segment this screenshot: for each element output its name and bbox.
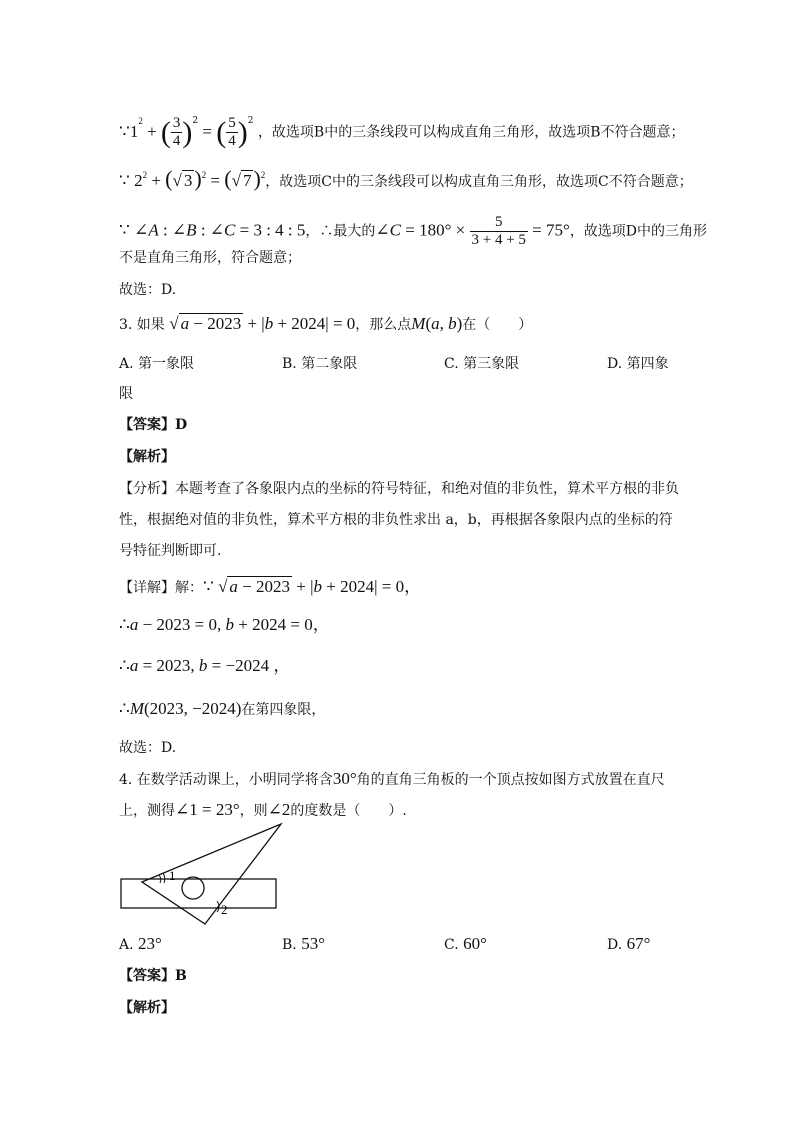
q3-option-c: C. 第三象限 — [444, 356, 520, 372]
q3-detail-2: ∴a − 2023 = 0, b + 2024 = 0， — [119, 615, 330, 634]
q4-option-c: C. 60° — [444, 934, 487, 953]
line-2-text: ，故选项C中的三条线段可以构成直角三角形，故选项C不符合题意； — [265, 174, 693, 190]
q4-option-d: D. 67° — [607, 934, 651, 953]
angle-1-arc-2 — [163, 873, 165, 883]
q4-stem-1: 4. 在数学活动课上，小明同学将含30°角的直角三角板的一个顶点按如图方式放置在直尺 — [119, 769, 665, 788]
q3-detail-4: ∴M(2023, −2024)在第四象限， — [119, 699, 326, 718]
angle-label-1: 1 — [169, 868, 176, 883]
q3-option-d: D. 第四象 — [607, 356, 669, 372]
q3-analysis-3: 号特征判断即可. — [119, 543, 222, 559]
q3-option-d-wrap: 限 — [119, 386, 133, 402]
q3-analysis-head: 【解析】 — [119, 449, 175, 465]
q3-option-a: A. 第一象限 — [119, 356, 195, 372]
line-1-text: ，故选项B中的三条线段可以构成直角三角形，故选项B不符合题意； — [257, 124, 685, 141]
ruler-hole — [182, 877, 204, 899]
ratio-equation: ∵ ∠A : ∠B : ∠C = 3 : 4 : 5 — [119, 220, 306, 240]
line-2 — [119, 166, 693, 192]
q4-figure — [115, 822, 285, 932]
line-3-text: ，故选项D中的三角形 — [569, 223, 708, 240]
q3-detail-3: ∴a = 2023, b = −2024 ， — [119, 656, 291, 675]
triangle — [142, 824, 281, 924]
q3-equation: √ a − 2023 + |b + 2024| = 0 — [169, 314, 356, 333]
q4-analysis-head: 【解析】 — [119, 1000, 175, 1016]
q3-option-b: B. 第二象限 — [282, 356, 358, 372]
q3-analysis-2: 性，根据绝对值的非负性，算术平方根的非负性求出 a，b，再根据各象限内点的坐标的符 — [119, 512, 673, 528]
equation-2: ∵ $2^2$ + (√ 3)$^2$ = (√ 7)$^2$ — [119, 166, 266, 191]
q4-stem-2: 上，测得∠1 = 23°，则∠2的度数是（ ）. — [119, 800, 407, 819]
line-4: 不是直角三角形，符合题意； — [119, 250, 301, 266]
q3-answer: 【答案】D — [119, 417, 188, 433]
q4-answer: 【答案】B — [119, 968, 187, 984]
q3-detail-1: 【详解】解：∵ √ a − 2023 + |b + 2024| = 0， — [119, 577, 422, 596]
q3-detail-5: 故选：D. — [119, 740, 177, 756]
q4-option-b: B. 53° — [282, 934, 326, 953]
line-5: 故选：D. — [119, 282, 177, 298]
q4-option-a: A. 23° — [119, 934, 162, 953]
q3-stem: 3. 如果 √ a − 2023 + |b + 2024| = 0，那么点M(a, b)在（ ） — [119, 314, 533, 333]
equation-1: $\because 1^2$ + ( $\frac{3}{4}$ )$^2$ = ( $\frac{5}{4}$ )$^2$ — [119, 115, 254, 149]
line-3: ∵ ∠A : ∠B : ∠C = 3 : 4 : 5，∴最大的∠C = 180° × $\frac{5}{3 + 4 + 5}$ = 75°，故选项D中的三角形 — [119, 214, 708, 248]
q3-analysis-1: 【分析】本题考查了各象限内点的坐标的符号特征，和绝对值的非负性，算术平方根的非负 — [119, 481, 679, 497]
line-1 — [119, 115, 685, 150]
angle-label-2: 2 — [221, 902, 228, 917]
